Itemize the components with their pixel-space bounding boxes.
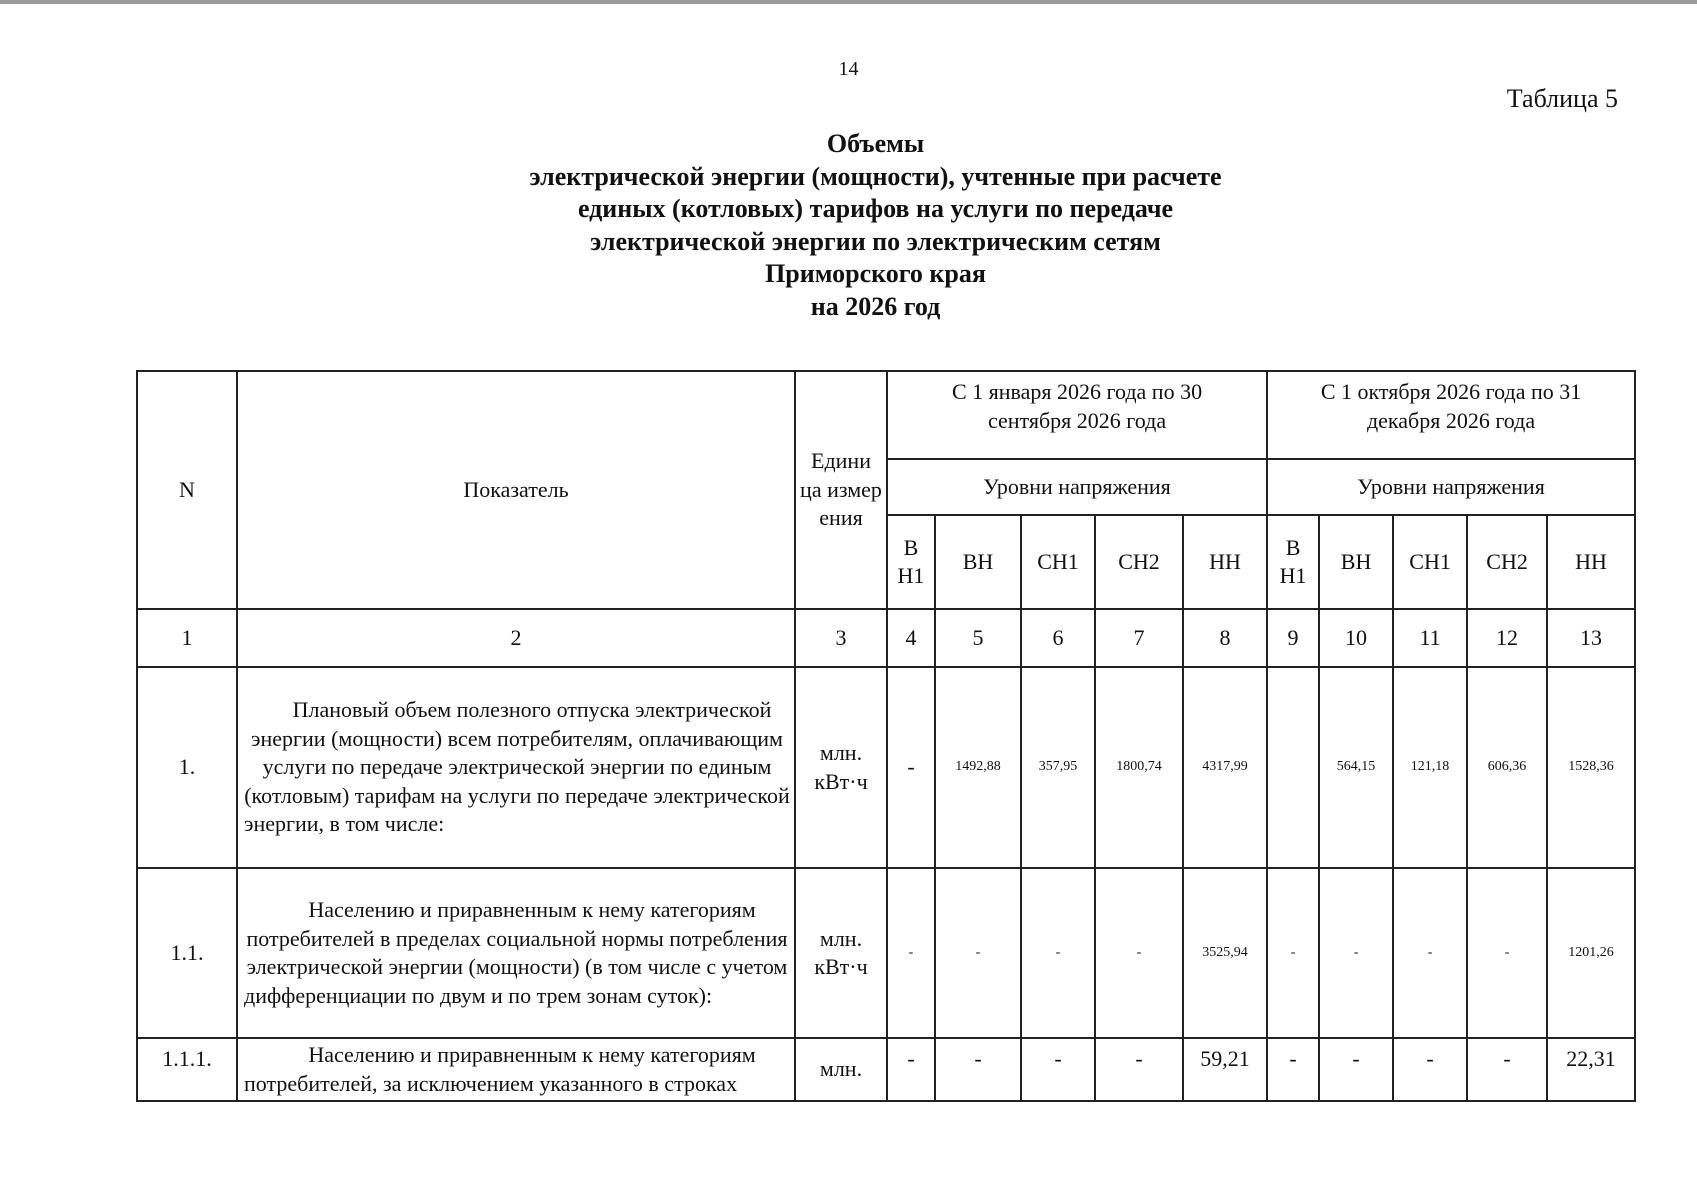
value-cell: - — [1021, 868, 1095, 1038]
title-line: электрической энергии (мощности), учтенные при расчете — [529, 161, 1222, 191]
value-cell: - — [1467, 1038, 1547, 1101]
row-description-text: Населению и приравненным к нему категориям потребителей в пределах социальной нормы потребления электрической энергии (мощности) (в том числе с учетом дифференциации по двум и по трем зонам суток): — [244, 897, 788, 1008]
value-cell: 606,36 — [1467, 667, 1547, 868]
level-nn: НН — [1183, 515, 1267, 609]
value-cell: - — [1267, 868, 1319, 1038]
row-unit: млн. кВт·ч — [795, 667, 887, 868]
table-row — [137, 868, 1635, 1038]
level-vn: ВН — [1319, 515, 1393, 609]
level-vn1: В Н1 — [887, 515, 935, 609]
header-indicator: Показатель — [237, 371, 795, 609]
title-line: единых (котловых) тарифов на услуги по передаче — [577, 194, 1174, 224]
level-vn: ВН — [935, 515, 1021, 609]
value-cell: 1528,36 — [1547, 667, 1635, 868]
value-cell: - — [935, 868, 1021, 1038]
header-period-2: С 1 октября 2026 года по 31 декабря 2026 года — [1267, 371, 1635, 459]
row-description — [237, 667, 795, 868]
value-cell — [1267, 667, 1319, 868]
value-cell: - — [1319, 1038, 1393, 1101]
title-line: на 2026 год — [810, 291, 941, 321]
value-cell: 22,31 — [1547, 1038, 1635, 1101]
column-number: 9 — [1267, 609, 1319, 667]
title-line: Объемы — [826, 129, 925, 158]
value-cell: 1800,74 — [1095, 667, 1183, 868]
value-cell: 1201,26 — [1547, 868, 1635, 1038]
value-cell: 1492,88 — [935, 667, 1021, 868]
value-cell: - — [887, 868, 935, 1038]
header-unit: Едини ца измер ения — [795, 371, 887, 609]
column-number: 12 — [1467, 609, 1547, 667]
level-vn1: В Н1 — [1267, 515, 1319, 609]
row-number: 1.1.1. — [137, 1038, 237, 1101]
document-title — [0, 128, 1697, 324]
row-description-text: Населению и приравненным к нему категориям потребителей, за исключением указанного в строках — [244, 1042, 756, 1096]
value-cell: - — [1319, 868, 1393, 1038]
header-voltage-levels-1: Уровни напряжения — [887, 459, 1267, 515]
column-number: 6 — [1021, 609, 1095, 667]
column-number: 13 — [1547, 609, 1635, 667]
value-cell: 121,18 — [1393, 667, 1467, 868]
column-number: 3 — [795, 609, 887, 667]
column-number-row — [137, 609, 1635, 667]
value-cell: 59,21 — [1183, 1038, 1267, 1101]
column-number: 1 — [137, 609, 237, 667]
value-cell: - — [1095, 1038, 1183, 1101]
column-number: 4 — [887, 609, 935, 667]
row-unit: млн. — [795, 1038, 887, 1101]
value-cell: - — [887, 667, 935, 868]
header-voltage-levels-2: Уровни напряжения — [1267, 459, 1635, 515]
header-period-1: С 1 января 2026 года по 30 сентября 2026 года — [887, 371, 1267, 459]
row-description — [237, 1038, 795, 1101]
level-nn: НН — [1547, 515, 1635, 609]
value-cell: - — [1267, 1038, 1319, 1101]
row-unit: млн. кВт·ч — [795, 868, 887, 1038]
value-cell: 4317,99 — [1183, 667, 1267, 868]
volumes-table — [136, 370, 1636, 1102]
value-cell: 357,95 — [1021, 667, 1095, 868]
value-cell: - — [1467, 868, 1547, 1038]
value-cell: - — [935, 1038, 1021, 1101]
level-sn2: СН2 — [1095, 515, 1183, 609]
column-number: 5 — [935, 609, 1021, 667]
value-cell: - — [887, 1038, 935, 1101]
value-cell: 3525,94 — [1183, 868, 1267, 1038]
row-description — [237, 868, 795, 1038]
table-row — [137, 667, 1635, 868]
title-line: Приморского края — [765, 259, 986, 289]
value-cell: - — [1393, 868, 1467, 1038]
value-cell: - — [1095, 868, 1183, 1038]
value-cell: 564,15 — [1319, 667, 1393, 868]
table-row — [137, 1038, 1635, 1101]
level-sn2: СН2 — [1467, 515, 1547, 609]
column-number: 11 — [1393, 609, 1467, 667]
page-number: 14 — [838, 58, 859, 80]
row-description-text: Плановый объем полезного отпуска электрической энергии (мощности) всем потребителям, оплачивающим услуги по передаче электрической энергии по единым (котловым) тарифам на услуги по передаче электрической энергии, в том числе: — [244, 697, 790, 837]
level-sn1: СН1 — [1021, 515, 1095, 609]
table-label: Таблица 5 — [1506, 84, 1618, 113]
value-cell: - — [1393, 1038, 1467, 1101]
column-number: 7 — [1095, 609, 1183, 667]
column-number: 8 — [1183, 609, 1267, 667]
level-sn1: СН1 — [1393, 515, 1467, 609]
value-cell: - — [1021, 1038, 1095, 1101]
title-line: электрической энергии по электрическим сетям — [590, 226, 1161, 256]
row-number: 1. — [137, 667, 237, 868]
column-number: 2 — [237, 609, 795, 667]
header-n: N — [137, 371, 237, 609]
column-number: 10 — [1319, 609, 1393, 667]
scan-edge — [0, 0, 1697, 4]
row-number: 1.1. — [137, 868, 237, 1038]
